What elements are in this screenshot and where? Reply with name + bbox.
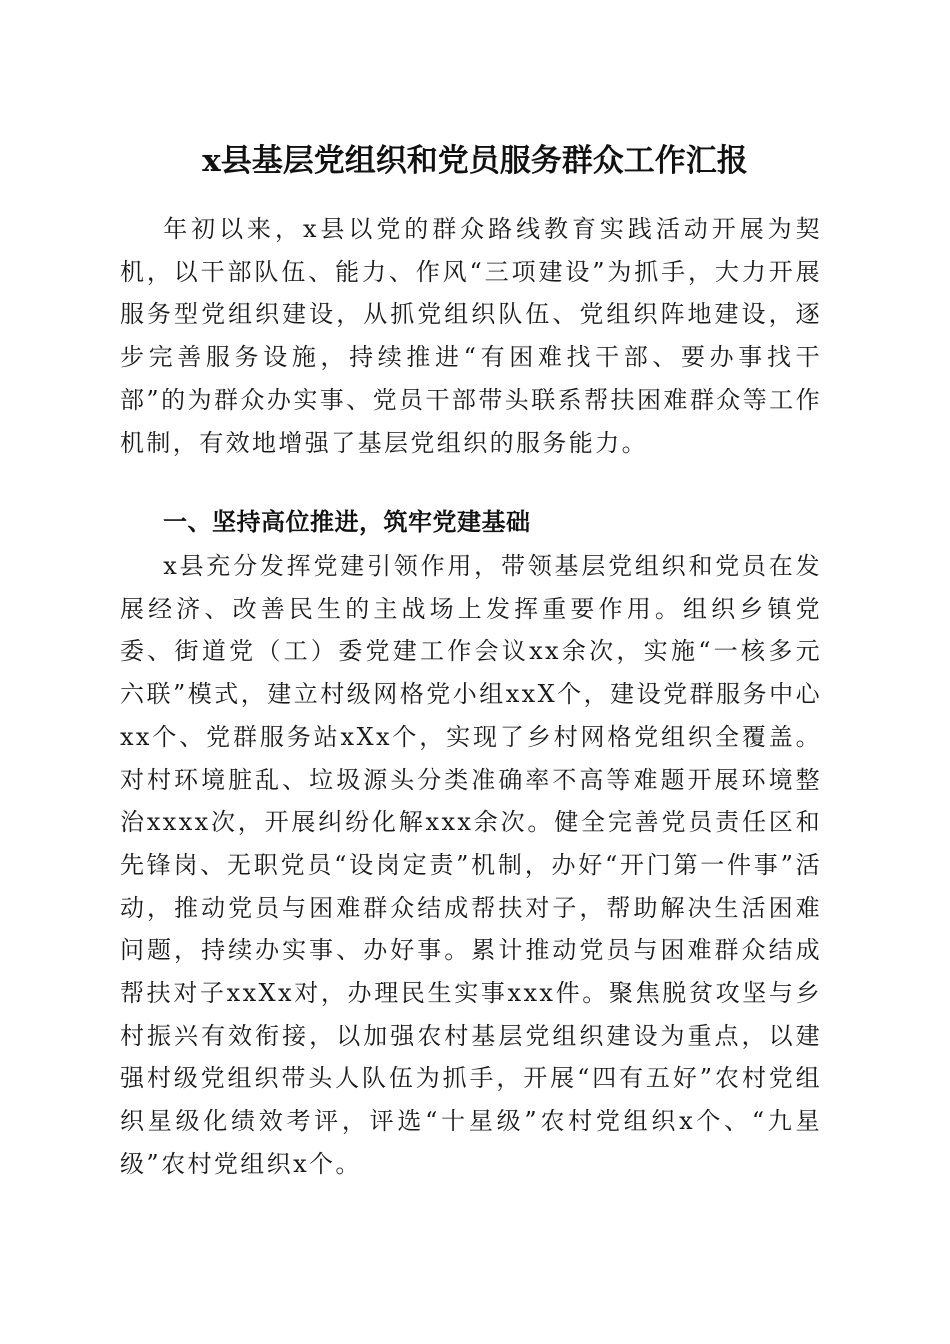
intro-paragraph: 年初以来，x县以党的群众路线教育实践活动开展为契机，以干部队伍、能力、作风“三项建设”为抓手，大力开展服务型党组织建设，从抓党组织队伍、党组织阵地建设，逐步完善服务设施，持续推进“有困难找干部、要办事找干部”的为群众办实事、党员干部带头联系帮扶困难群众等工作机制，有效地增强了基层党组织的服务能力。 [120,215,822,457]
document-title: x县基层党组织和党员服务群众工作汇报 [202,143,748,179]
section-1-paragraph: x县充分发挥党建引领作用，带领基层党组织和党员在发展经济、改善民生的主战场上发挥重要作用。组织乡镇党委、街道党（工）委党建工作会议xx余次，实施“一核多元六联”模式，建立村级网格党小组xxX个，建设党群服务中心xx个、党群服务站xXx个，实现了乡村网格党组织全覆盖。对村环境脏乱、垃圾源头分类准确率不高等难题开展环境整治xxxx次，开展纠纷化解xxx余次。健全完善党员责任区和先锋岗、无职党员“设岗定责”机制，办好“开门第一件事”活动，推动党员与困难群众结成帮扶对子，帮助解决生活困难问题，持续办实事、办好事。累计推动党员与困难群众结成帮扶对子xxXx对，办理民生实事xxx件。聚焦脱贫攻坚与乡村振兴有效衔接，以加强农村基层党组织建设为重点，以建强村级党组织带头人队伍为抓手，开展“四有五好”农村党组织星级化绩效考评，评选“十星级”农村党组织x个、“九星级”农村党组织x个。 [120,552,822,1178]
section-heading-1: 一、坚持高位推进，筑牢党建基础 [163,508,531,536]
